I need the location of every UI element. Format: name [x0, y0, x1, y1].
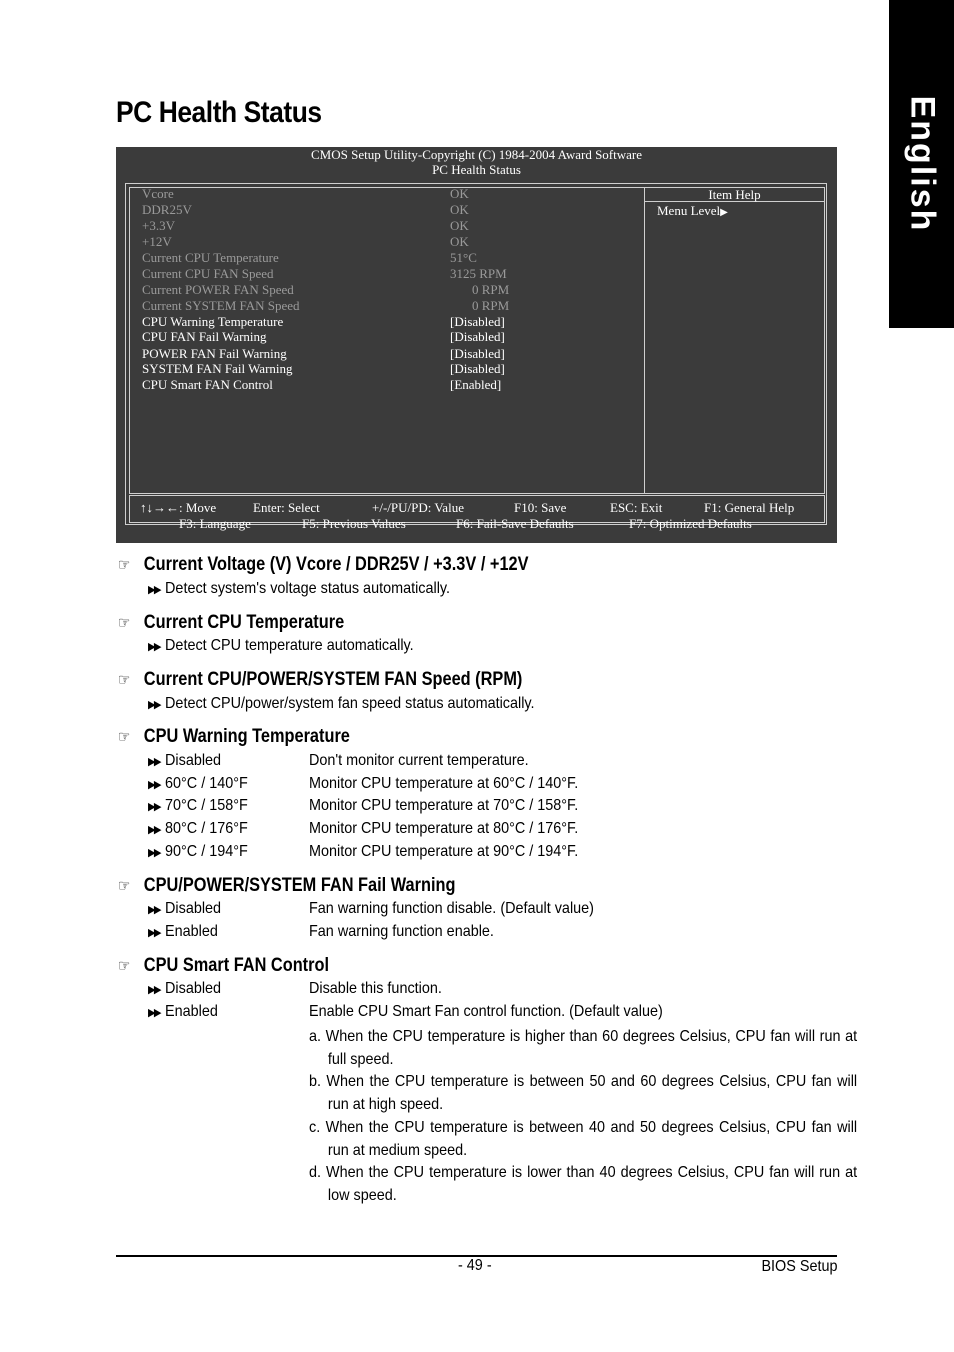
section-voltage-title: ☞ Current Voltage (V) Vcore / DDR25V / +3.3V / +12V — [118, 554, 529, 575]
fan-fail-desc: Fan warning function enable. — [309, 923, 494, 940]
bios-frame — [125, 183, 827, 531]
smart-fan-note: a. When the CPU temperature is higher than 60 degrees Celsius, CPU fan will run at full speed. — [309, 1028, 858, 1068]
bios-item-power-fan-fail[interactable] — [142, 346, 505, 362]
pointing-hand-icon: ☞ — [118, 958, 131, 975]
bios-item-label: +3.3V — [142, 218, 175, 233]
key-language: F3: Language — [179, 516, 251, 531]
double-arrow-icon: ▶▶ — [148, 584, 160, 596]
bios-item-label: +12V — [142, 234, 172, 249]
bios-item-label: Current SYSTEM FAN Speed — [142, 298, 300, 313]
smart-fan-option: ▶▶ Disabled — [148, 980, 222, 997]
menu-level-arrow-icon: ▶ — [720, 207, 728, 218]
smart-fan-option: ▶▶ Enabled — [148, 1003, 218, 1020]
bios-item-cpu-fan-speed[interactable] — [142, 266, 507, 282]
bios-item-label: POWER FAN Fail Warning — [142, 346, 287, 361]
double-arrow-icon: ▶▶ — [148, 641, 160, 653]
bios-item-value: 0 RPM — [472, 282, 510, 297]
key-previous-values: F5: Previous Values — [302, 516, 406, 531]
bios-item-12v[interactable] — [142, 234, 469, 250]
warning-temp-desc: Monitor CPU temperature at 70°C / 158°F. — [309, 797, 579, 814]
smart-fan-note: d. When the CPU temperature is lower than 40 degrees Celsius, CPU fan will run at low speed. — [309, 1164, 858, 1204]
voltage-detail: ▶▶ Detect system's voltage status automatically. — [148, 580, 451, 597]
menu-level-label: Menu Level — [657, 203, 721, 218]
smart-fan-note: c. When the CPU temperature is between 40 and 50 degrees Celsius, CPU fan will run at medium speed. — [309, 1119, 858, 1159]
item-help-title: Item Help — [645, 188, 824, 202]
bios-item-system-fan-speed[interactable] — [142, 298, 510, 314]
fan-speed-detail: ▶▶ Detect CPU/power/system fan speed status automatically. — [148, 695, 535, 712]
bios-item-3v3[interactable] — [142, 218, 469, 234]
key-move: ↑↓→←: Move — [140, 500, 217, 515]
key-value: +/-/PU/PD: Value — [372, 500, 464, 515]
bios-item-label: DDR25V — [142, 202, 192, 217]
double-arrow-icon: ▶▶ — [148, 847, 160, 859]
page-title: PC Health Status — [116, 96, 322, 129]
double-arrow-icon: ▶▶ — [148, 779, 160, 791]
bios-panel-divider — [644, 188, 645, 493]
bios-item-label: CPU FAN Fail Warning — [142, 329, 267, 344]
pointing-hand-icon: ☞ — [118, 672, 131, 689]
bios-item-value: [Enabled] — [450, 377, 502, 392]
language-tab — [889, 0, 954, 328]
fan-fail-desc: Fan warning function disable. (Default value) — [309, 900, 594, 917]
bios-item-system-fan-fail[interactable] — [142, 361, 505, 377]
double-arrow-icon: ▶▶ — [148, 824, 160, 836]
section-fan-fail-title: ☞ CPU/POWER/SYSTEM FAN Fail Warning — [118, 875, 456, 896]
bios-item-label: Current CPU Temperature — [142, 250, 279, 265]
key-general-help: F1: General Help — [704, 500, 795, 515]
smart-fan-desc: Disable this function. — [309, 980, 442, 997]
bios-item-value: OK — [450, 202, 469, 217]
section-warning-temp-title: ☞ CPU Warning Temperature — [118, 726, 350, 747]
bios-item-cpu-temp[interactable] — [142, 250, 477, 266]
bios-item-value: [Disabled] — [450, 329, 505, 344]
smart-fan-note: b. When the CPU temperature is between 50 and 60 degrees Celsius, CPU fan will run at high speed. — [309, 1073, 858, 1113]
double-arrow-icon: ▶▶ — [148, 904, 160, 916]
bios-item-ddr25v[interactable] — [142, 202, 469, 218]
bios-item-smart-fan[interactable] — [142, 377, 502, 393]
bios-item-value: [Disabled] — [450, 361, 505, 376]
bios-item-value: OK — [450, 234, 469, 249]
double-arrow-icon: ▶▶ — [148, 756, 160, 768]
footer-label: BIOS Setup — [760, 1258, 837, 1275]
bios-item-label: Current CPU FAN Speed — [142, 266, 274, 281]
bios-item-value: 3125 RPM — [450, 266, 507, 281]
section-fan-speed-title: ☞ Current CPU/POWER/SYSTEM FAN Speed (RPM) — [118, 669, 523, 690]
bios-item-value: OK — [450, 186, 469, 201]
double-arrow-icon: ▶▶ — [148, 699, 160, 711]
section-smart-fan-title: ☞ CPU Smart FAN Control — [118, 955, 330, 976]
bios-item-power-fan-speed[interactable] — [142, 282, 510, 298]
section-cpu-temp-title: ☞ Current CPU Temperature — [118, 612, 345, 633]
warning-temp-desc: Monitor CPU temperature at 80°C / 176°F. — [309, 820, 579, 837]
bios-item-value: 51°C — [450, 250, 477, 265]
bios-item-label: Current POWER FAN Speed — [142, 282, 294, 297]
bios-item-label: SYSTEM FAN Fail Warning — [142, 361, 293, 376]
bios-item-cpu-fan-fail[interactable] — [142, 329, 505, 345]
warning-temp-desc: Monitor CPU temperature at 90°C / 194°F. — [309, 843, 579, 860]
bios-item-value: OK — [450, 218, 469, 233]
smart-fan-desc: Enable CPU Smart Fan control function. (Default value) — [309, 1003, 663, 1020]
bios-screenshot — [116, 147, 837, 543]
warning-temp-desc: Monitor CPU temperature at 60°C / 140°F. — [309, 775, 579, 792]
page-number: - 49 - — [458, 1257, 492, 1274]
fan-fail-option: ▶▶ Disabled — [148, 900, 222, 917]
pointing-hand-icon: ☞ — [118, 878, 131, 895]
item-help-body — [657, 203, 728, 219]
fan-fail-option: ▶▶ Enabled — [148, 923, 218, 940]
double-arrow-icon: ▶▶ — [148, 801, 160, 813]
bios-item-value: 0 RPM — [472, 298, 510, 313]
bios-menu-panel — [129, 187, 825, 494]
bios-key-legend — [129, 495, 825, 531]
pointing-hand-icon: ☞ — [118, 615, 131, 632]
bios-item-label: CPU Warning Temperature — [142, 314, 284, 329]
warning-temp-option: ▶▶ 90°C / 194°F — [148, 843, 248, 860]
bios-item-cpu-warning-temp[interactable] — [142, 314, 505, 330]
double-arrow-icon: ▶▶ — [148, 1007, 160, 1019]
bios-header-copyright: CMOS Setup Utility-Copyright (C) 1984-2004 Award Software — [310, 147, 642, 162]
key-save: F10: Save — [514, 500, 567, 515]
double-arrow-icon: ▶▶ — [148, 984, 160, 996]
bios-item-value: [Disabled] — [450, 314, 505, 329]
bios-item-label: CPU Smart FAN Control — [142, 377, 273, 392]
warning-temp-option: ▶▶ Disabled — [148, 752, 222, 769]
bios-header-title: PC Health Status — [432, 162, 521, 177]
key-optimized-defaults: F7: Optimized Defaults — [629, 516, 752, 531]
cpu-temp-detail: ▶▶ Detect CPU temperature automatically. — [148, 637, 414, 654]
bios-item-value: [Disabled] — [450, 346, 505, 361]
pointing-hand-icon: ☞ — [118, 729, 131, 746]
key-fail-save-defaults: F6: Fail-Save Defaults — [456, 516, 574, 531]
key-select: Enter: Select — [253, 500, 320, 515]
warning-temp-option: ▶▶ 70°C / 158°F — [148, 797, 248, 814]
bios-item-vcore[interactable] — [142, 186, 469, 202]
pointing-hand-icon: ☞ — [118, 557, 131, 574]
warning-temp-option: ▶▶ 80°C / 176°F — [148, 820, 248, 837]
language-tab-label: English — [903, 95, 941, 233]
warning-temp-option: ▶▶ 60°C / 140°F — [148, 775, 248, 792]
bios-item-label: Vcore — [142, 186, 174, 201]
warning-temp-desc: Don't monitor current temperature. — [309, 752, 529, 769]
key-exit: ESC: Exit — [610, 500, 663, 515]
double-arrow-icon: ▶▶ — [148, 927, 160, 939]
